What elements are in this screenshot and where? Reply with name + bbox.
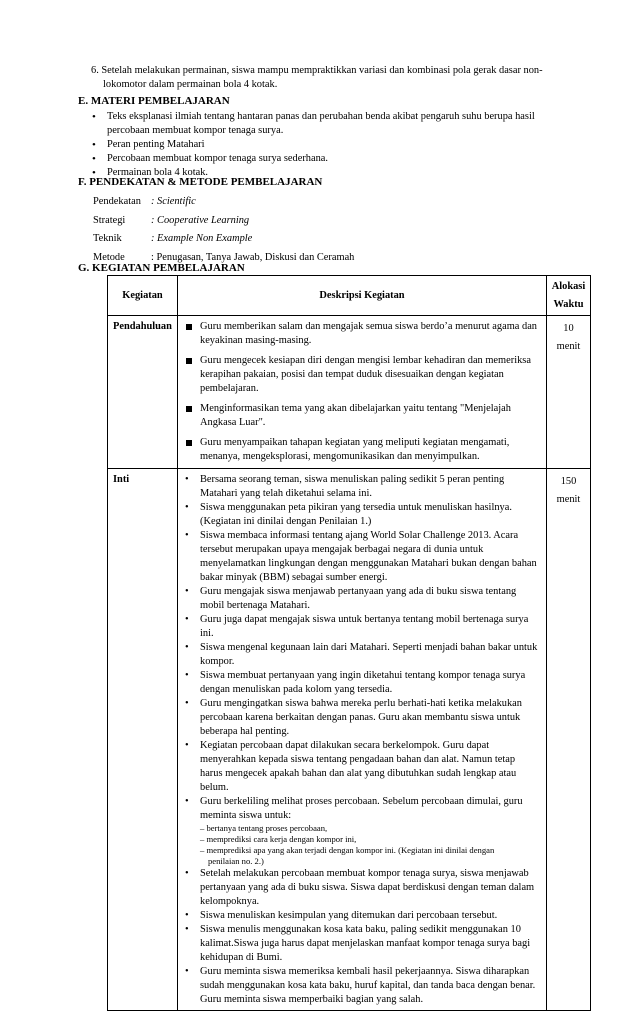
time-pendahuluan-value: 10 — [563, 323, 574, 334]
bullet-materi-2: • Peran penting Matahari — [107, 138, 577, 152]
strategy-label: Strategi — [93, 215, 126, 226]
time-inti — [547, 469, 591, 1011]
subitem: – memprediksi apa yang akan terjadi dengan kompor ini. (Kegiatan ini dinilai dengan — [200, 845, 495, 855]
inti-item: • Setelah melakukan percobaan membuat kompor tenaga surya, siswa menjawab pertanyaan yang ada di buku siswa. Siswa dapat berdiskusi dengan teman dalam kelompoknya. — [178, 867, 540, 909]
header-alokasi: Alokasi — [551, 280, 586, 292]
approach-label: Pendekatan — [93, 196, 141, 207]
inti-item: • Siswa membuat pertanyaan yang ingin diketahui tentang kompor tenaga surya dengan menuliskan pada kolom yang tersedia. — [178, 669, 540, 697]
section-f-heading: F. PENDEKATAN & METODE PEMBELAJARAN — [78, 176, 323, 188]
inti-item: • Kegiatan percobaan dapat dilakukan secara berkelompok. Guru dapat menyerahkan kepada siswa tentang pengadaan bahan dan alat. Namun tetap harus mengecek apakah bahan dan alat yang dibutuhkan sudah lengkap atau belum. — [178, 739, 540, 795]
time-inti-unit: menit — [556, 494, 581, 505]
desc-inti — [178, 469, 547, 1011]
label-pendahuluan: Pendahuluan — [108, 316, 178, 469]
pendahuluan-item: Menginformasikan tema yang akan dibelajarkan yaitu tentang "Menjelajah Angkasa Luar". — [178, 402, 540, 430]
subitem: – memprediksi cara kerja dengan kompor ini, — [200, 834, 357, 844]
bullet-materi-3: • Percobaan membuat kompor tenaga surya sederhana. — [107, 152, 577, 166]
method-value: : Penugasan, Tanya Jawab, Diskusi dan Ceramah — [151, 252, 355, 263]
inti-item: • Siswa menulis menggunakan kosa kata baku, paling sedikit menggunakan 10 kalimat.Siswa juga harus dapat menjelaskan manfaat kompor tenaga surya bagi kehidupan di Bumi. — [178, 923, 540, 965]
technique-value: : Example Non Example — [151, 233, 253, 244]
bullet-materi-4: • Permainan bola 4 kotak. — [107, 166, 577, 180]
inti-item: • Guru mengajak siswa menjawab pertanyaan yang ada di buku siswa tentang mobil bertenaga Matahari. — [178, 585, 540, 613]
header-waktu: Waktu — [553, 298, 584, 310]
method-label: Metode — [93, 252, 125, 263]
objective-item-6 — [91, 64, 571, 92]
inti-item: • Guru berkeliling melihat proses percobaan. Sebelum percobaan dimulai, guru meminta siswa untuk: — [200, 796, 523, 821]
technique-label: Teknik — [93, 233, 122, 244]
time-inti-value: 150 — [560, 476, 577, 487]
objective-line-1: 6. Setelah melakukan permainan, siswa mampu mempraktikkan variasi dan kombinasi pola gerak dasar non- — [91, 65, 543, 76]
inti-item: • Bersama seorang teman, siswa menuliskan paling sedikit 5 peran penting Matahari yang telah diketahui selama ini. — [178, 473, 540, 501]
table-header-row — [108, 276, 591, 316]
pendahuluan-item: Guru mengecek kesiapan diri dengan mengisi lembar kehadiran dan memeriksa kerapihan pakaian, posisi dan tempat duduk disesuaikan dengan kegiatan pembelajaran. — [178, 354, 540, 396]
inti-item: • Siswa menuliskan kesimpulan yang ditemukan dari percobaan tersebut. — [178, 909, 540, 923]
approach-value: : Scientific — [151, 196, 196, 207]
subitem: penilaian no. 2.) — [208, 856, 264, 866]
table-row-pendahuluan — [108, 316, 591, 469]
section-e-list — [107, 110, 577, 180]
header-kegiatan: Kegiatan — [108, 276, 178, 316]
inti-item: • Guru mengingatkan siswa bahwa mereka perlu berhati-hati ketika melakukan percobaan karena berkaitan dengan panas. Guru akan membantu siswa untuk beberapa hal penting. — [178, 697, 540, 739]
inti-item: • Guru meminta siswa memeriksa kembali hasil pekerjaannya. Siswa diharapkan sudah menggunakan kosa kata baku, huruf kapital, dan tanda baca dengan benar. Guru meminta siswa memperbaiki bagian yang salah. — [178, 965, 540, 1007]
activity-table — [107, 275, 591, 1011]
objective-line-2: lokomotor dalam permainan bola 4 kotak. — [103, 79, 278, 90]
section-g-heading: G. KEGIATAN PEMBELAJARAN — [78, 262, 245, 274]
header-deskripsi: Deskripsi Kegiatan — [178, 276, 547, 316]
label-inti: Inti — [108, 469, 178, 1011]
header-alokasi-waktu — [547, 276, 591, 316]
inti-item: • Guru juga dapat mengajak siswa untuk bertanya tentang mobil bertenaga surya ini. — [178, 613, 540, 641]
pendahuluan-item: Guru memberikan salam dan mengajak semua siswa berdo’a menurut agama dan keyakinan masing-masing. — [178, 320, 540, 348]
section-e-heading: E. MATERI PEMBELAJARAN — [78, 95, 230, 107]
pendahuluan-item: Guru menyampaikan tahapan kegiatan yang meliputi kegiatan mengamati, menanya, mengeksplorasi, mengomunikasikan dan menyimpulkan. — [178, 436, 540, 464]
inti-item: • Siswa membaca informasi tentang ajang World Solar Challenge 2013. Acara tersebut merupakan upaya mengajak berbagai negara di dunia untuk menyelamatkan lingkungan dengan menggunakan Matahari bukan dengan bahan bakar minyak (BBM) sebagai sumber energi. — [178, 529, 540, 585]
time-pendahuluan — [547, 316, 591, 469]
bullet-materi-1: • Teks eksplanasi ilmiah tentang hantaran panas dan perubahan benda akibat pengaruh suhu berupa hasil — [107, 110, 577, 124]
strategy-value: : Cooperative Learning — [151, 215, 250, 226]
bullet-materi-1-cont: percobaan membuat kompor tenaga surya. — [107, 125, 284, 136]
subitem: – bertanya tentang proses percobaan, — [200, 823, 328, 833]
desc-pendahuluan — [178, 316, 547, 469]
inti-item-observation — [178, 795, 540, 867]
table-row-inti — [108, 469, 591, 1011]
inti-item: • Siswa mengenal kegunaan lain dari Matahari. Seperti menjadi bahan bakar untuk kompor. — [178, 641, 540, 669]
inti-item: • Siswa menggunakan peta pikiran yang tersedia untuk menuliskan hasilnya. (Kegiatan ini dinilai dengan Penilaian 1.) — [178, 501, 540, 529]
time-pendahuluan-unit: menit — [556, 341, 581, 352]
